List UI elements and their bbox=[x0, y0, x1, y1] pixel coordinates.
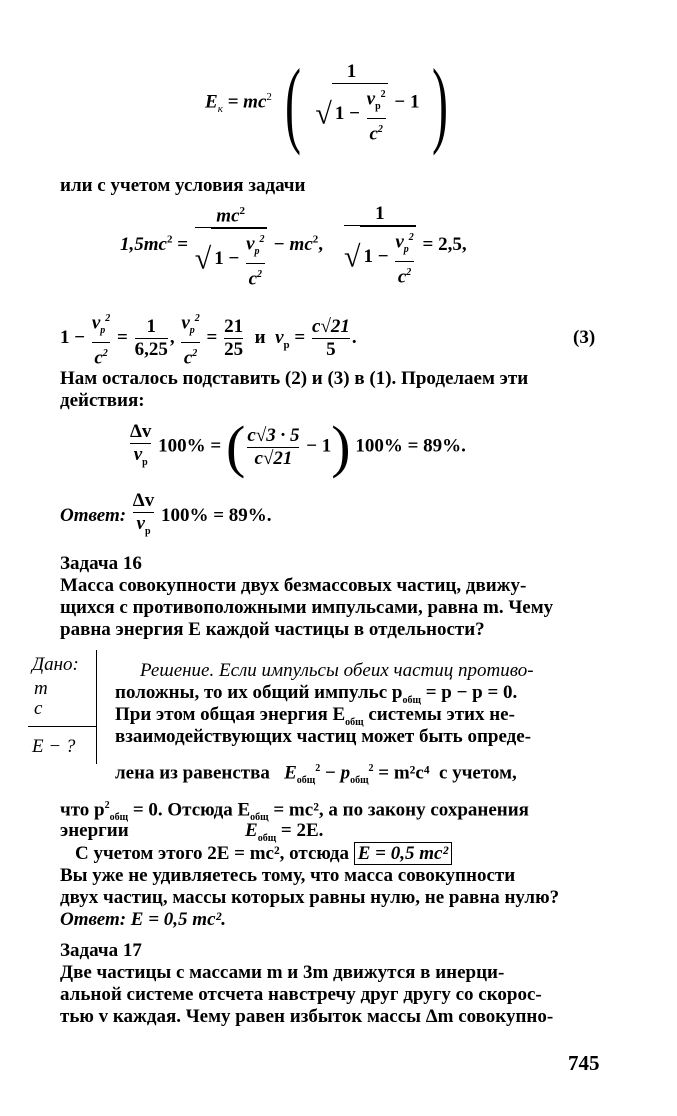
problem-17-title: Задача 17 bbox=[60, 940, 142, 961]
text-considering: С учетом этого 2E = mc², отсюда E = 0,5 mc² bbox=[75, 843, 452, 865]
problem-17-line: альной системе отсчета навстречу друг другу со скорос- bbox=[60, 984, 542, 1005]
solution-line: взаимодействующих частиц может быть опреде- bbox=[115, 726, 532, 747]
solution-line: лена из равенства $E_{общ}^2 - p_{общ}^2 = m^2c^4$ с учетом, bbox=[115, 762, 517, 787]
problem-16-line: равна энергия E каждой частицы в отдельности? bbox=[60, 619, 485, 640]
given-c: c bbox=[34, 698, 43, 719]
formula-energy-condition: $1,5mc^2$ = $mc^2$ √ 1 − $\frac{v_р^2}{c^2}$ − $mc^2$, 1 √ 1 − $\frac{v_р^2}{c^2}$ = 2,5, bbox=[120, 202, 467, 290]
formula-result: $\frac{\Delta v}{v_р}$ 100% = ( $\frac{c√3 \cdot 5}{c√21}$ − 1) 100% = 89%. bbox=[130, 414, 466, 479]
text-condition: или с учетом условия задачи bbox=[60, 175, 306, 196]
text-energy-eq: $E_{общ} = 2E$. bbox=[245, 820, 324, 844]
text-actions: действия: bbox=[60, 390, 145, 411]
given-label: Дано: bbox=[32, 654, 79, 675]
given-m: m bbox=[34, 678, 48, 699]
text-surprise: двух частиц, массы которых равны нулю, не равна нулю? bbox=[60, 887, 560, 908]
text-that: что $p^2_{общ} = 0$. Отсюда $E_{общ} = mc^2$, а по закону сохранения bbox=[60, 799, 529, 824]
formula-velocity: 1 − $\frac{v_р^2}{c^2}$ = $\frac{1}{6,25}$ , $\frac{v_р^2}{c^2}$ = $\frac{21}{25}$ и $v_р$ = $\frac{c√21}{5}$ . bbox=[60, 312, 357, 369]
answer-16: Ответ: E = 0,5 mc². bbox=[60, 909, 226, 930]
boxed-answer: E = 0,5 mc² bbox=[354, 842, 452, 865]
problem-16-title: Задача 16 bbox=[60, 553, 142, 574]
text-surprise: Вы уже не удивляетесь тому, что масса совокупности bbox=[60, 865, 516, 886]
text-energy-word: энергии bbox=[60, 820, 129, 841]
problem-17-line: тью v каждая. Чему равен избыток массы Δm совокупно- bbox=[60, 1006, 554, 1027]
page-number: 745 bbox=[568, 1051, 600, 1075]
solution-line: положны, то их общий импульс $p_{общ} = p - p = 0$. bbox=[115, 682, 518, 706]
problem-16-line: щихся с противоположными импульсами, равна m. Чему bbox=[60, 597, 554, 618]
given-block bbox=[28, 650, 97, 764]
given-find: E − ? bbox=[32, 736, 76, 757]
text-substitute: Нам осталось подставить (2) и (3) в (1). Проделаем эти bbox=[60, 368, 529, 389]
problem-16-line: Масса совокупности двух безмассовых частиц, движу- bbox=[60, 575, 527, 596]
problem-17-line: Две частицы с массами m и 3m движутся в инерци- bbox=[60, 962, 505, 983]
answer-1: Ответ: $\frac{\Delta v}{v_р}$ 100% = 89%. bbox=[60, 490, 272, 543]
solution-line: При этом общая энергия $E_{общ}$ системы этих не- bbox=[115, 704, 515, 728]
formula-kinetic-energy: $E_к = mc^2$ ( 1 √ 1 − $\frac{v_р^2}{c^2}$ − 1 ) bbox=[205, 49, 449, 156]
equation-number: (3) bbox=[573, 327, 596, 348]
solution-line: Решение. Если импульсы обеих частиц противо- bbox=[140, 660, 534, 681]
